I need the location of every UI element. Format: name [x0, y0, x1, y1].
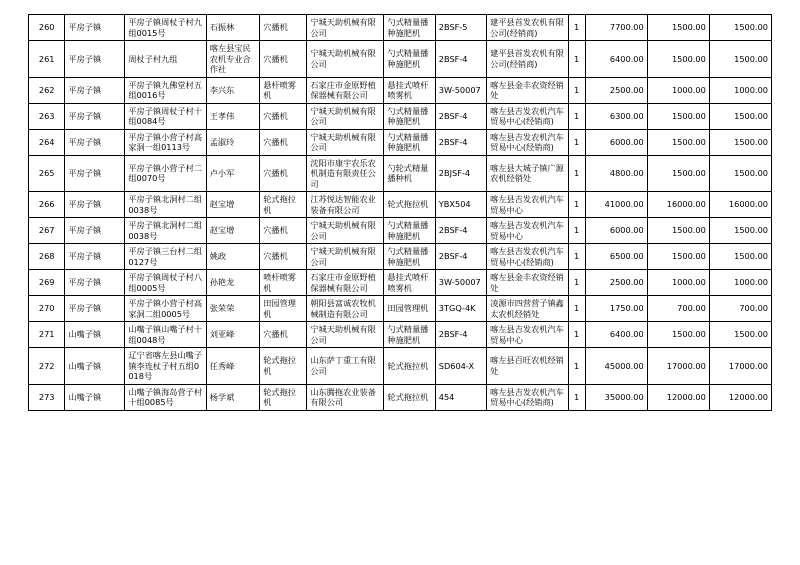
row-central-subsidy: 1500.00 [647, 129, 709, 155]
row-manufacturer: 石家庄市金原野植保器械有限公司 [307, 77, 384, 103]
row-manufacturer: 宁城天助机械有限公司 [307, 103, 384, 129]
row-town: 平房子镇 [65, 155, 125, 192]
row-qty: 1 [568, 77, 585, 103]
row-category: 轮式拖拉机 [384, 192, 435, 218]
row-central-subsidy: 700.00 [647, 296, 709, 322]
row-price: 6000.00 [585, 218, 647, 244]
row-central-subsidy: 17000.00 [647, 348, 709, 385]
row-category: 轮式拖拉机 [384, 384, 435, 410]
row-index: 263 [29, 103, 65, 129]
row-index: 271 [29, 322, 65, 348]
row-model: YBX504 [435, 192, 486, 218]
row-manufacturer: 山东萨丁重工有限公司 [307, 348, 384, 385]
row-category: 田园管理机 [384, 296, 435, 322]
row-index: 265 [29, 155, 65, 192]
row-price: 35000.00 [585, 384, 647, 410]
row-dealer: 喀左县百旺农机经销处 [487, 348, 568, 385]
row-dealer: 喀左县吉发农机汽车贸易中心 [487, 192, 568, 218]
row-category: 悬挂式喷杆喷雾机 [384, 77, 435, 103]
row-model: 454 [435, 384, 486, 410]
row-machine: 穴播机 [260, 129, 307, 155]
row-qty: 1 [568, 103, 585, 129]
table-row [29, 15, 772, 41]
row-buyer: 喀左县宝民农机专业合作社 [206, 41, 260, 78]
row-subsidy: 1500.00 [709, 15, 771, 41]
row-town: 平房子镇 [65, 218, 125, 244]
row-category: 勺式精量播种施肥机 [384, 218, 435, 244]
row-price: 45000.00 [585, 348, 647, 385]
row-machine: 穴播机 [260, 41, 307, 78]
row-dealer: 建平县首发农机有限公司(经销商) [487, 15, 568, 41]
row-dealer: 喀左县吉发农机汽车贸易中心 [487, 218, 568, 244]
row-central-subsidy: 12000.00 [647, 384, 709, 410]
row-dealer: 喀左县金丰农资经销处 [487, 77, 568, 103]
row-qty: 1 [568, 15, 585, 41]
row-buyer: 赵宝增 [206, 192, 260, 218]
row-dealer: 凌源市四营营子镇鑫太农机经销处 [487, 296, 568, 322]
row-machine: 穴播机 [260, 155, 307, 192]
row-machine: 悬杆喷雾机 [260, 77, 307, 103]
row-model: 2BSF-4 [435, 322, 486, 348]
table-row [29, 348, 772, 385]
row-qty: 1 [568, 296, 585, 322]
row-dealer: 喀左县吉发农机汽车贸易中心(经销商) [487, 244, 568, 270]
row-manufacturer: 沈阳市康宇农乐农机制造有限责任公司 [307, 155, 384, 192]
row-subsidy: 1000.00 [709, 77, 771, 103]
row-model: 2BSF-4 [435, 244, 486, 270]
row-buyer: 任秀峰 [206, 348, 260, 385]
row-buyer: 王孝伟 [206, 103, 260, 129]
row-category: 勺式精量播种施肥机 [384, 103, 435, 129]
row-qty: 1 [568, 322, 585, 348]
row-town: 山嘴子镇 [65, 348, 125, 385]
row-index: 261 [29, 41, 65, 78]
table-row [29, 155, 772, 192]
row-model: 2BSF-4 [435, 218, 486, 244]
row-town: 平房子镇 [65, 192, 125, 218]
row-address: 周杖子村九组 [125, 41, 206, 78]
row-price: 2500.00 [585, 270, 647, 296]
row-model: 2BSF-4 [435, 41, 486, 78]
row-buyer: 姚政 [206, 244, 260, 270]
row-buyer: 卢小军 [206, 155, 260, 192]
row-address: 平房子镇小营子村二组0070号 [125, 155, 206, 192]
row-qty: 1 [568, 155, 585, 192]
row-subsidy: 12000.00 [709, 384, 771, 410]
row-price: 7700.00 [585, 15, 647, 41]
row-price: 1750.00 [585, 296, 647, 322]
row-subsidy: 1500.00 [709, 155, 771, 192]
row-index: 264 [29, 129, 65, 155]
row-qty: 1 [568, 244, 585, 270]
row-subsidy: 17000.00 [709, 348, 771, 385]
row-buyer: 孟淑玲 [206, 129, 260, 155]
row-address: 平房子镇北洞村二组0038号 [125, 192, 206, 218]
row-manufacturer: 宁城天助机械有限公司 [307, 322, 384, 348]
row-category: 勺轮式精量播种机 [384, 155, 435, 192]
row-index: 270 [29, 296, 65, 322]
row-price: 6300.00 [585, 103, 647, 129]
row-town: 山嘴子镇 [65, 384, 125, 410]
row-index: 267 [29, 218, 65, 244]
row-town: 平房子镇 [65, 129, 125, 155]
row-index: 266 [29, 192, 65, 218]
row-qty: 1 [568, 384, 585, 410]
row-central-subsidy: 1500.00 [647, 41, 709, 78]
row-subsidy: 1500.00 [709, 244, 771, 270]
row-manufacturer: 宁城天助机械有限公司 [307, 15, 384, 41]
row-qty: 1 [568, 218, 585, 244]
row-machine: 穴播机 [260, 244, 307, 270]
row-subsidy: 1500.00 [709, 41, 771, 78]
row-category: 悬挂式喷杆喷雾机 [384, 270, 435, 296]
table-row [29, 244, 772, 270]
row-address: 辽宁省喀左县山嘴子镇李连杖子村五组0018号 [125, 348, 206, 385]
row-model: 3TGQ-4K [435, 296, 486, 322]
row-qty: 1 [568, 348, 585, 385]
row-category: 勺式精量播种施肥机 [384, 129, 435, 155]
row-address: 平房子镇小营子村高家洞二组0005号 [125, 296, 206, 322]
row-manufacturer: 山东腾拖农业装备有限公司 [307, 384, 384, 410]
row-manufacturer: 宁城天助机械有限公司 [307, 129, 384, 155]
table-row [29, 41, 772, 78]
row-buyer: 石振林 [206, 15, 260, 41]
row-address: 平房子镇周杖子村八组0005号 [125, 270, 206, 296]
row-town: 平房子镇 [65, 41, 125, 78]
row-central-subsidy: 1500.00 [647, 244, 709, 270]
row-central-subsidy: 1000.00 [647, 270, 709, 296]
row-index: 268 [29, 244, 65, 270]
row-category: 勺式精量播种施肥机 [384, 244, 435, 270]
row-buyer: 赵宝增 [206, 218, 260, 244]
row-central-subsidy: 1500.00 [647, 322, 709, 348]
row-model: 2BJSF-4 [435, 155, 486, 192]
table-row [29, 322, 772, 348]
row-subsidy: 1500.00 [709, 218, 771, 244]
row-address: 平房子镇三台村二组0127号 [125, 244, 206, 270]
table-row [29, 218, 772, 244]
row-town: 平房子镇 [65, 103, 125, 129]
row-address: 平房子镇九佛堂村五组0016号 [125, 77, 206, 103]
row-buyer: 杨学斌 [206, 384, 260, 410]
row-town: 平房子镇 [65, 296, 125, 322]
table-row [29, 103, 772, 129]
row-index: 269 [29, 270, 65, 296]
row-category: 勺式精量播种施肥机 [384, 322, 435, 348]
row-central-subsidy: 1500.00 [647, 103, 709, 129]
row-address: 平房子镇小营子村高家洞一组0113号 [125, 129, 206, 155]
row-price: 6000.00 [585, 129, 647, 155]
row-machine: 穴播机 [260, 103, 307, 129]
row-category: 勺式精量播种施肥机 [384, 15, 435, 41]
row-price: 41000.00 [585, 192, 647, 218]
row-category: 勺式精量播种施肥机 [384, 41, 435, 78]
row-manufacturer: 宁城天助机械有限公司 [307, 41, 384, 78]
row-dealer: 建平县首发农机有限公司(经销商) [487, 41, 568, 78]
row-model: SD604-X [435, 348, 486, 385]
row-manufacturer: 朝阳县富诚农牧机械制造有限公司 [307, 296, 384, 322]
row-category: 轮式拖拉机 [384, 348, 435, 385]
table-row [29, 296, 772, 322]
row-model: 3W-50007 [435, 77, 486, 103]
row-central-subsidy: 1500.00 [647, 15, 709, 41]
row-price: 6500.00 [585, 244, 647, 270]
row-manufacturer: 宁城天助机械有限公司 [307, 218, 384, 244]
row-subsidy: 1500.00 [709, 129, 771, 155]
row-town: 平房子镇 [65, 270, 125, 296]
row-central-subsidy: 1000.00 [647, 77, 709, 103]
row-buyer: 张荣荣 [206, 296, 260, 322]
row-subsidy: 1500.00 [709, 322, 771, 348]
table-row [29, 129, 772, 155]
row-dealer: 喀左县大城子镇广源农机经销处 [487, 155, 568, 192]
table-row [29, 384, 772, 410]
row-machine: 穴播机 [260, 218, 307, 244]
row-central-subsidy: 1500.00 [647, 218, 709, 244]
row-dealer: 喀左县吉发农机汽车贸易中心(经销商) [487, 384, 568, 410]
row-dealer: 喀左县吉发农机汽车贸易中心 [487, 322, 568, 348]
row-machine: 穴播机 [260, 15, 307, 41]
row-price: 6400.00 [585, 41, 647, 78]
row-machine: 轮式拖拉机 [260, 384, 307, 410]
row-central-subsidy: 16000.00 [647, 192, 709, 218]
row-town: 平房子镇 [65, 244, 125, 270]
row-address: 平房子镇北洞村二组0038号 [125, 218, 206, 244]
row-buyer: 李兴东 [206, 77, 260, 103]
row-town: 平房子镇 [65, 77, 125, 103]
row-qty: 1 [568, 41, 585, 78]
row-price: 6400.00 [585, 322, 647, 348]
row-manufacturer: 石家庄市金原野植保器械有限公司 [307, 270, 384, 296]
row-machine: 喷杆喷雾机 [260, 270, 307, 296]
row-address: 山嘴子镇海岛营子村十组0085号 [125, 384, 206, 410]
table-row [29, 192, 772, 218]
row-town: 平房子镇 [65, 15, 125, 41]
row-machine: 田园管理机 [260, 296, 307, 322]
row-index: 273 [29, 384, 65, 410]
row-model: 2BSF-4 [435, 129, 486, 155]
row-subsidy: 16000.00 [709, 192, 771, 218]
row-index: 262 [29, 77, 65, 103]
row-town: 山嘴子镇 [65, 322, 125, 348]
row-qty: 1 [568, 192, 585, 218]
row-central-subsidy: 1500.00 [647, 155, 709, 192]
row-address: 山嘴子镇山嘴子村十组0048号 [125, 322, 206, 348]
row-dealer: 喀左县金丰农资经销处 [487, 270, 568, 296]
subsidy-table [28, 14, 772, 411]
row-manufacturer: 江苏悦达智能农业装备有限公司 [307, 192, 384, 218]
table-row [29, 270, 772, 296]
row-buyer: 刘亚峰 [206, 322, 260, 348]
row-qty: 1 [568, 129, 585, 155]
row-index: 272 [29, 348, 65, 385]
row-index: 260 [29, 15, 65, 41]
row-qty: 1 [568, 270, 585, 296]
row-subsidy: 700.00 [709, 296, 771, 322]
row-price: 2500.00 [585, 77, 647, 103]
row-machine: 轮式拖拉机 [260, 192, 307, 218]
row-address: 平房子镇周杖子村九组0015号 [125, 15, 206, 41]
table-row [29, 77, 772, 103]
row-dealer: 喀左县吉发农机汽车贸易中心(经销商) [487, 103, 568, 129]
row-manufacturer: 宁城天助机械有限公司 [307, 244, 384, 270]
row-model: 2BSF-5 [435, 15, 486, 41]
row-buyer: 孙艳龙 [206, 270, 260, 296]
row-machine: 穴播机 [260, 322, 307, 348]
row-subsidy: 1000.00 [709, 270, 771, 296]
row-model: 2BSF-4 [435, 103, 486, 129]
row-dealer: 喀左县吉发农机汽车贸易中心(经销商) [487, 129, 568, 155]
table-body [29, 15, 772, 411]
row-price: 4800.00 [585, 155, 647, 192]
row-model: 3W-50007 [435, 270, 486, 296]
row-address: 平房子镇周杖子村十组0084号 [125, 103, 206, 129]
row-subsidy: 1500.00 [709, 103, 771, 129]
row-machine: 轮式拖拉机 [260, 348, 307, 385]
